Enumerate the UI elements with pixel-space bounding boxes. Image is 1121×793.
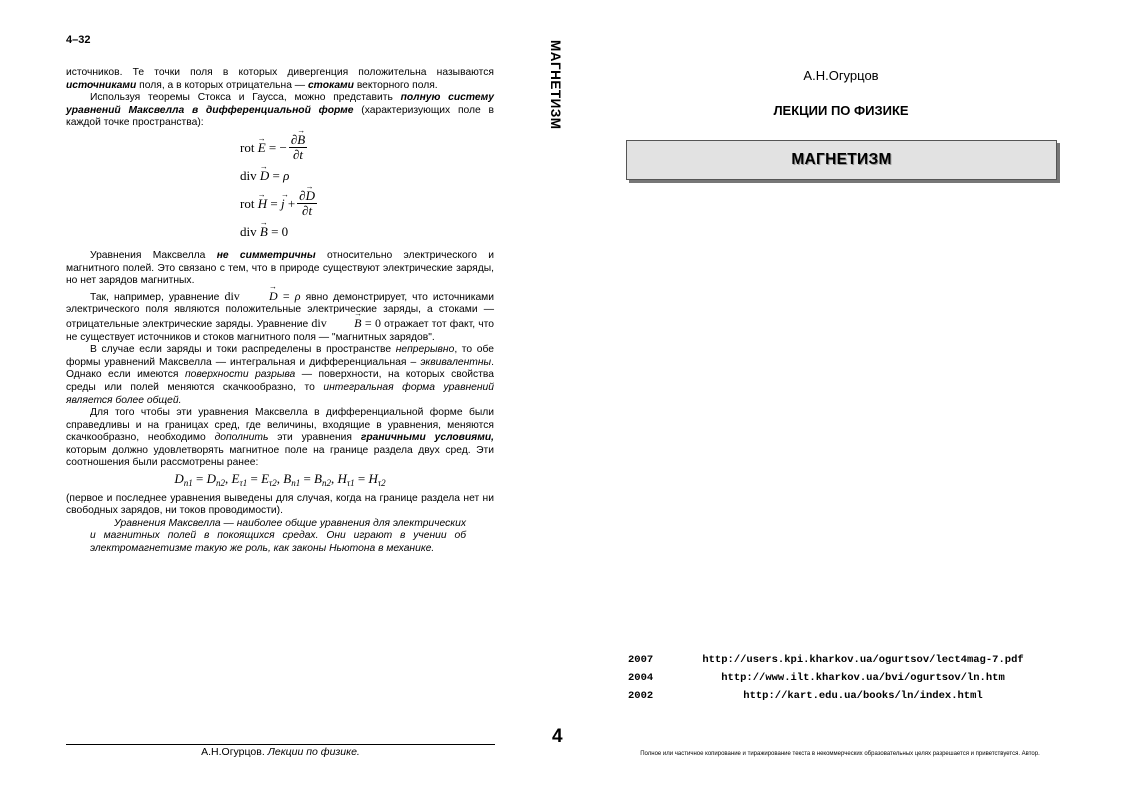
equation-rot-e bbox=[240, 134, 494, 162]
symbol-h: H bbox=[337, 471, 347, 487]
cover-title-box bbox=[626, 140, 1057, 180]
op: = bbox=[270, 195, 278, 211]
text: отражает тот факт, что не существует источников и стоков магнитного поля — "магнитных зарядов". bbox=[66, 318, 494, 343]
subscript: τ1 bbox=[239, 478, 248, 489]
sep: , bbox=[225, 471, 232, 487]
subscript: τ2 bbox=[377, 478, 386, 489]
op-div: div bbox=[311, 315, 327, 330]
term: поверхности разрыва bbox=[184, 369, 296, 381]
symbol-d: → D bbox=[306, 189, 315, 203]
subscript: n1 bbox=[291, 478, 301, 489]
term-boundary-conditions: граничными условиями, bbox=[360, 432, 494, 444]
symbol-t: t bbox=[308, 203, 313, 219]
lecture-text bbox=[66, 67, 494, 556]
footer-divider bbox=[66, 744, 495, 745]
cover-title: МАГНЕТИЗМ bbox=[791, 151, 892, 168]
term-not-symmetric: не симметричны bbox=[216, 249, 316, 261]
op-div: div bbox=[240, 167, 257, 183]
spine-title: МАГНЕТИЗМ bbox=[548, 40, 563, 130]
subscript: n2 bbox=[216, 478, 226, 489]
sep: , bbox=[276, 471, 284, 487]
symbol-e: E bbox=[261, 471, 270, 487]
paragraph-full-system bbox=[66, 92, 494, 130]
term-sources: источниками bbox=[66, 79, 137, 91]
term: интегральная форма уравнений является более общей. bbox=[66, 381, 494, 406]
paragraph-boundary-conditions bbox=[66, 407, 494, 470]
op: = bbox=[247, 471, 262, 487]
text: . Однако если имеются bbox=[66, 356, 494, 381]
text: источников. Те точки поля в которых дивергенция положительна называются bbox=[66, 67, 494, 78]
inline-equation-div-b bbox=[311, 316, 381, 330]
symbol-rho: ρ bbox=[294, 288, 301, 303]
op: + bbox=[287, 195, 296, 211]
cover-author: А.Н.Огурцов bbox=[803, 68, 879, 83]
op: = 0 bbox=[271, 223, 289, 239]
subscript: n2 bbox=[322, 478, 331, 489]
sep: , bbox=[331, 471, 338, 487]
maxwell-equations bbox=[240, 134, 494, 246]
subscript: τ2 bbox=[269, 478, 277, 489]
symbol-d: → D bbox=[260, 170, 269, 183]
symbol-b: → B bbox=[330, 317, 361, 330]
paragraph-example bbox=[66, 290, 494, 344]
link-url[interactable]: http://www.ilt.kharkov.ua/bvi/ogurtsov/ln.htm bbox=[721, 672, 1005, 684]
text: , то обе формы уравнений Максвелла — интегральная и дифференциальная – bbox=[66, 344, 494, 368]
term: непрерывно bbox=[395, 344, 455, 356]
text: Уравнения Максвелла bbox=[90, 249, 217, 261]
symbol-t: t bbox=[299, 147, 304, 163]
symbol-j: → j bbox=[281, 198, 285, 211]
text: Так, например, уравнение bbox=[90, 291, 225, 303]
symbol-rho: ρ bbox=[283, 167, 290, 183]
partial: ∂ bbox=[299, 188, 306, 204]
partial: ∂ bbox=[290, 132, 298, 148]
term: дополнить bbox=[214, 432, 269, 444]
text: векторного поля. bbox=[353, 79, 438, 91]
text: Для того чтобы эти уравнения Максвелла в дифференциальной форме были справедливы и на границах сред, где величины, входящие в уравнения, меняются скачкообразно, необходимо bbox=[66, 407, 494, 444]
symbol-h: → H bbox=[258, 198, 267, 211]
symbol-b: → B bbox=[260, 226, 268, 239]
term-full-system: полную систему уравнений Максвелла в дифференциальной форме bbox=[66, 92, 494, 116]
inline-equation-div-d bbox=[224, 289, 300, 303]
link-year: 2002 bbox=[628, 690, 654, 702]
op: = 0 bbox=[364, 315, 381, 330]
text: Используя теоремы Стокса и Гаусса, можно представить bbox=[90, 92, 401, 104]
paragraph-note: (первое и последнее уравнения выведены для случая, когда на границе раздела нет ни свободных зарядов, ни токов проводимости). bbox=[66, 492, 494, 517]
symbol-b: → B bbox=[297, 133, 305, 147]
op: = − bbox=[268, 139, 287, 155]
symbol-e: E bbox=[231, 471, 240, 487]
footer-title: Лекции по физике. bbox=[267, 746, 360, 758]
text: В случае если заряды и токи распределены в пространстве bbox=[90, 344, 396, 356]
symbol-e: → E bbox=[258, 142, 266, 155]
op: = bbox=[272, 167, 280, 183]
text: поля, а в которых отрицательна — bbox=[136, 79, 308, 91]
link-url[interactable]: http://kart.edu.ua/books/ln/index.html bbox=[743, 690, 983, 702]
partial: ∂ bbox=[302, 203, 309, 219]
op: = bbox=[192, 471, 207, 487]
text: эти уравнения bbox=[268, 432, 361, 444]
equation-div-b bbox=[240, 218, 494, 246]
link-year: 2007 bbox=[628, 654, 654, 666]
op: = bbox=[300, 471, 315, 487]
text: (характеризующих поле в каждой точке пространства): bbox=[66, 104, 494, 129]
symbol-h: H bbox=[368, 471, 378, 487]
text: явно демонстрирует, что источниками электрического поля являются положительные электрические заряды, а стоками — отрицательные электрические заряды. Уравнение bbox=[66, 291, 495, 330]
text: относительно электрического и магнитного полей. Это связано с тем, что в природе существуют электрические заряды, но нет зарядов магнитных. bbox=[66, 249, 494, 287]
footer-author: А.Н.Огурцов. bbox=[201, 746, 268, 758]
text: которым должно удовлетворять магнитное поле на границе раздела двух сред. Эти соотношения были рассмотрены ранее: bbox=[66, 444, 494, 469]
equation-rot-h bbox=[240, 190, 494, 218]
symbol-b: B bbox=[314, 471, 322, 487]
op-rot: rot bbox=[240, 139, 255, 155]
paragraph-sources-sinks bbox=[66, 67, 494, 92]
op: = bbox=[354, 471, 369, 487]
symbol-d: D bbox=[174, 471, 184, 487]
boundary-equations bbox=[66, 473, 494, 490]
symbol-d: → D bbox=[245, 290, 278, 303]
text: — поверхности, на которых свойства среды или полей меняются скачкообразно, то bbox=[66, 369, 495, 393]
paragraph-asymmetry bbox=[66, 250, 494, 288]
paragraph-discontinuity bbox=[66, 344, 494, 407]
symbol-d: D bbox=[206, 471, 217, 487]
partial: ∂ bbox=[292, 147, 300, 163]
op: = bbox=[282, 288, 290, 303]
copyright-notice: Полное или частичное копирование и тиражирование текста в некоммерческих образовательных целях разрешается и приветствуется. Автор. bbox=[640, 751, 1040, 757]
subscript: τ1 bbox=[346, 478, 355, 489]
fraction bbox=[297, 189, 317, 218]
link-year: 2004 bbox=[628, 672, 654, 684]
page-label: 4–32 bbox=[66, 34, 91, 46]
symbol-b: B bbox=[283, 471, 292, 487]
link-url[interactable]: http://users.kpi.kharkov.ua/ogurtsov/lect4mag-7.pdf bbox=[702, 654, 1024, 666]
equation-div-d bbox=[240, 162, 494, 190]
page-number: 4 bbox=[552, 726, 563, 747]
footer bbox=[66, 746, 495, 758]
cover-subtitle: ЛЕКЦИИ ПО ФИЗИКЕ bbox=[773, 103, 909, 118]
op-div: div bbox=[224, 288, 240, 303]
paragraph-conclusion: Уравнения Максвелла — наиболее общие уравнения для электрических и магнитных полей в покоящихся средах. Они играют в учении об электромагнетизме такую же роль, как законы Ньютона в механике. bbox=[90, 517, 466, 555]
subscript: n1 bbox=[183, 478, 193, 489]
op-div: div bbox=[240, 223, 257, 239]
fraction bbox=[289, 133, 307, 162]
term-sinks: стоками bbox=[307, 79, 354, 91]
op-rot: rot bbox=[240, 195, 255, 211]
term: эквивалентны bbox=[420, 356, 492, 368]
